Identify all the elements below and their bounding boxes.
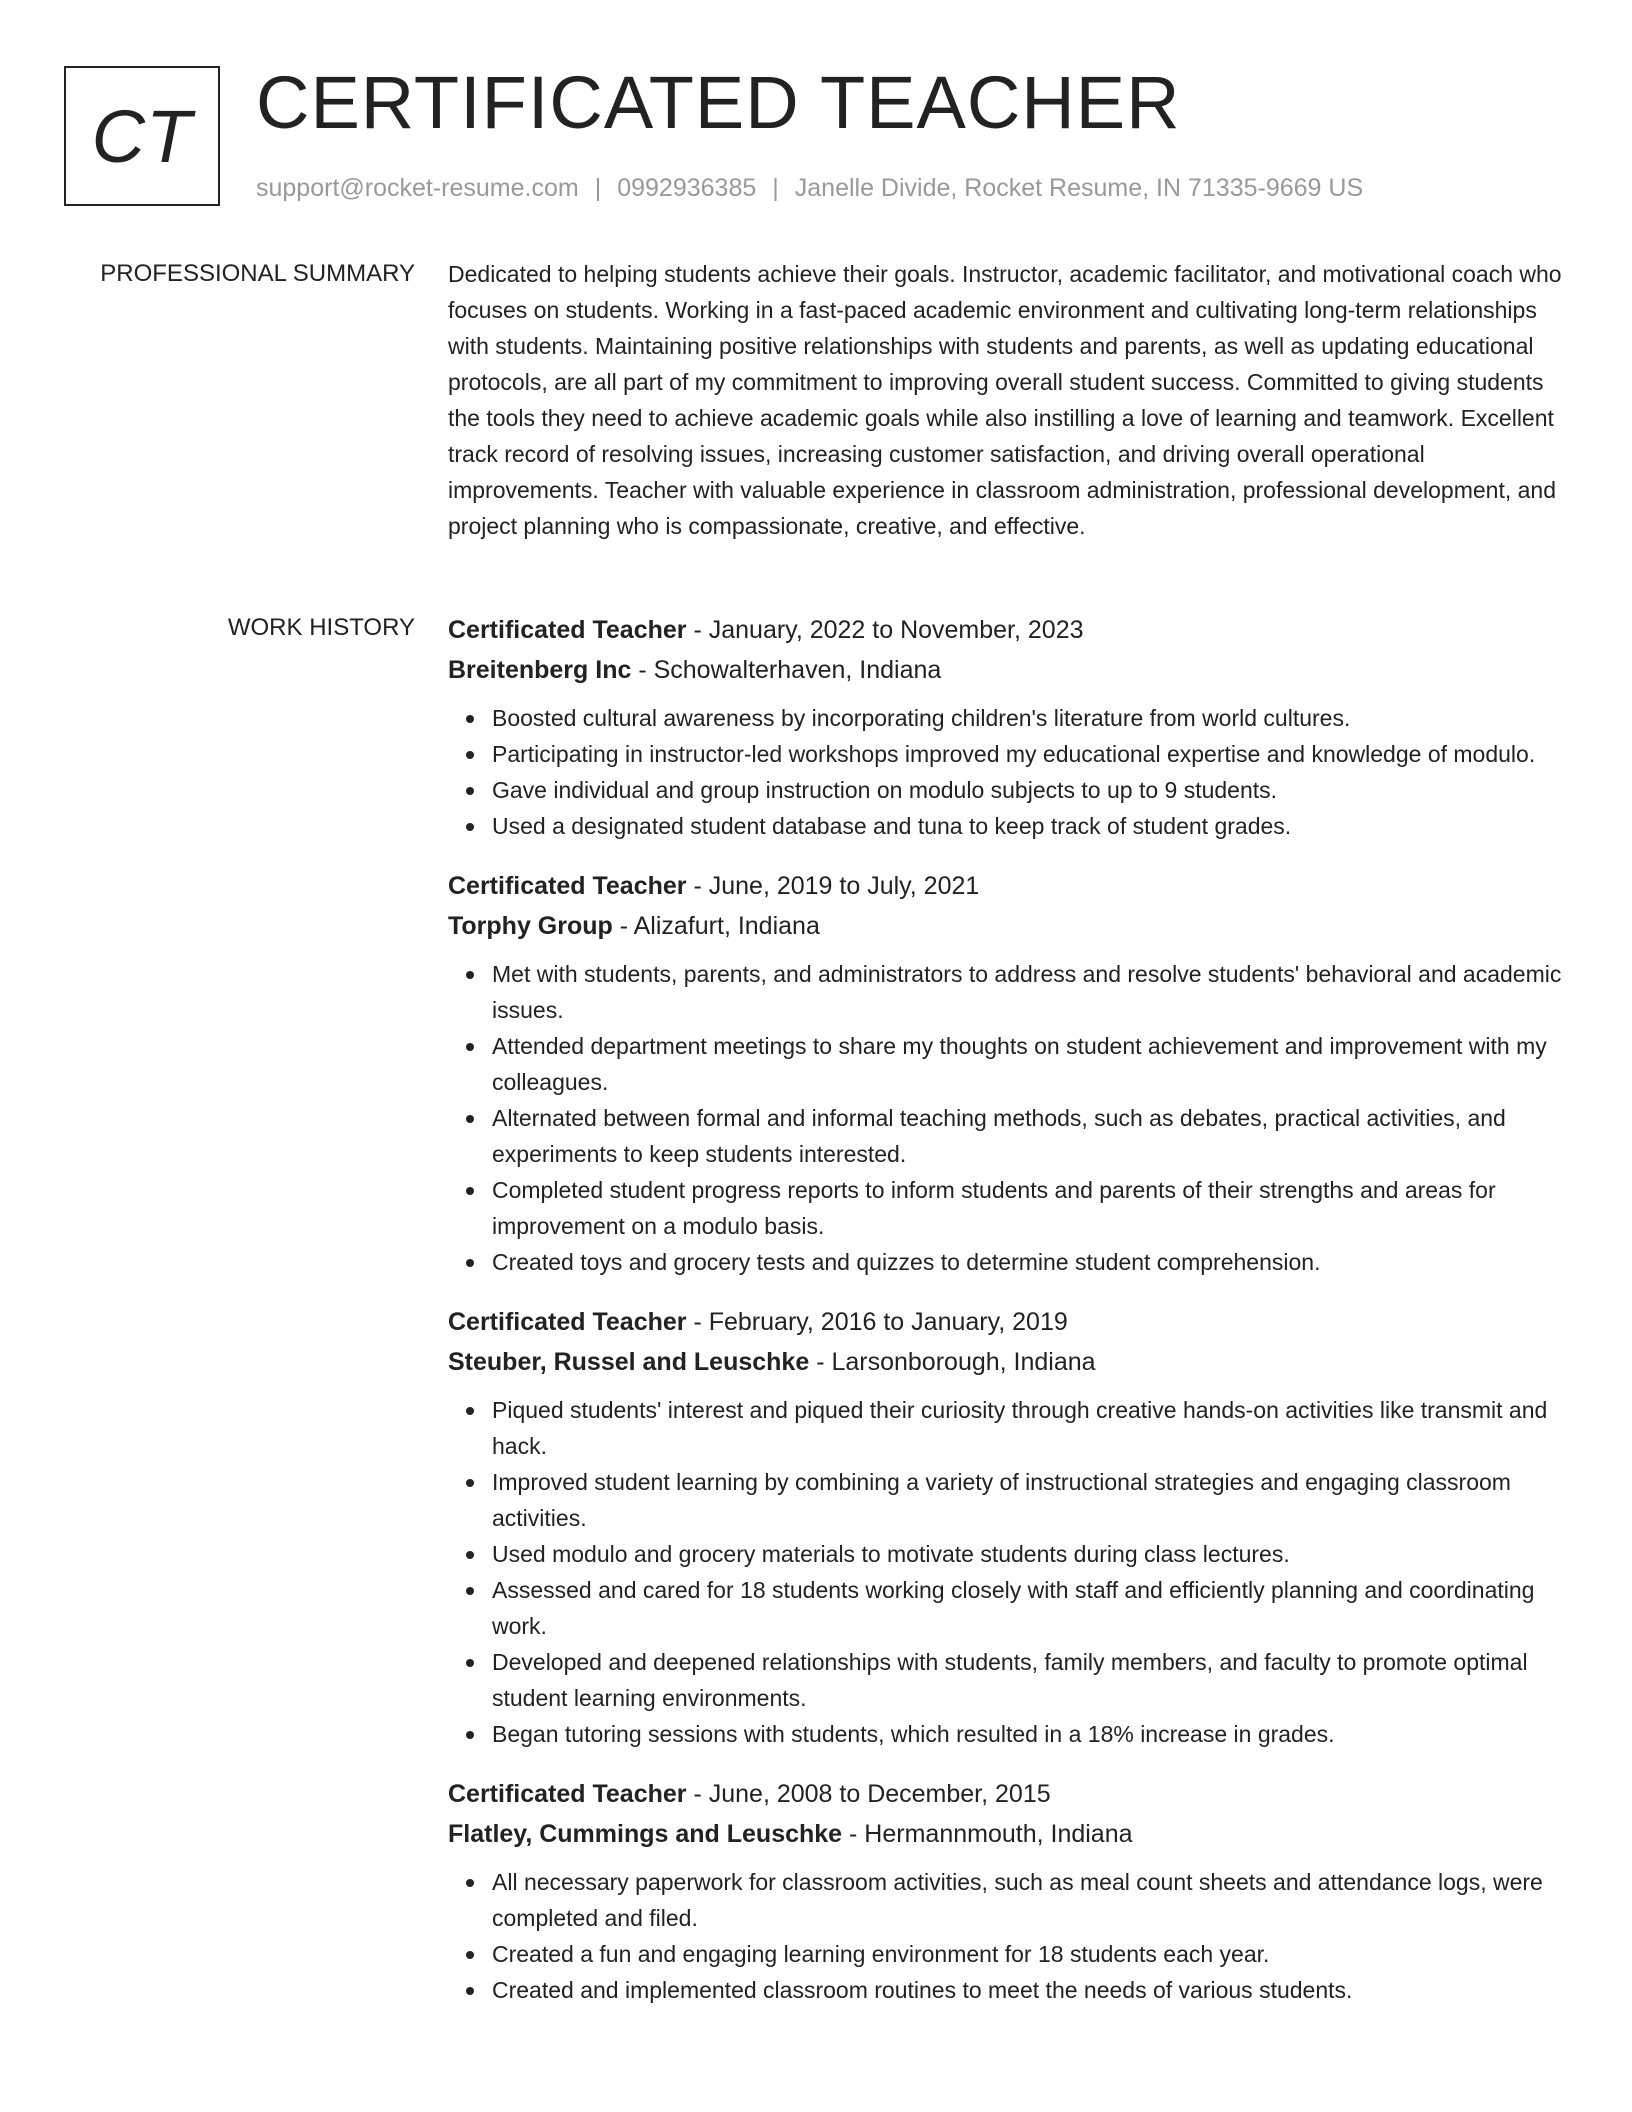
job-title-line	[448, 1774, 1563, 1814]
job-title-line	[448, 1302, 1563, 1342]
job-title: Certificated Teacher	[448, 1308, 687, 1336]
job-location: - Schowalterhaven, Indiana	[631, 656, 942, 684]
job-bullet: Met with students, parents, and administrators to address and resolve students' behavioral and academic issues.	[492, 956, 1563, 1028]
job-company-line	[448, 1814, 1563, 1854]
job-company-line	[448, 906, 1563, 946]
job-dates: - February, 2016 to January, 2019	[686, 1308, 1068, 1336]
section-label-work-history: WORK HISTORY	[227, 614, 415, 641]
job-title-line	[448, 866, 1563, 906]
work-history-body	[448, 610, 1563, 2030]
monogram-logo: CT	[64, 66, 220, 206]
job-bullet: Used a designated student database and tuna to keep track of student grades.	[492, 808, 1563, 844]
job-location: - Hermannmouth, Indiana	[842, 1820, 1133, 1848]
job-bullet: Alternated between formal and informal teaching methods, such as debates, practical activities, and experiments to keep students interested.	[492, 1100, 1563, 1172]
summary-body	[448, 256, 1563, 544]
job-bullet: Began tutoring sessions with students, which resulted in a 18% increase in grades.	[492, 1716, 1563, 1752]
summary-text: Dedicated to helping students achieve their goals. Instructor, academic facilitator, and motivational coach who focuses on students. Working in a fast-paced academic environment and cultivating long-term relationships with students. Maintaining positive relationships with students and parents, as well as updating educational protocols, are all part of my commitment to improving overall student success. Committed to giving students the tools they need to achieve academic goals while also instilling a love of learning and teamwork. Excellent track record of resolving issues, increasing customer satisfaction, and driving overall operational improvements. Teacher with valuable experience in classroom administration, professional development, and project planning who is compassionate, creative, and effective.	[448, 261, 1562, 539]
job-company: Torphy Group	[448, 912, 613, 940]
job-bullet: Assessed and cared for 18 students working closely with staff and efficiently planning and coordinating work.	[492, 1572, 1563, 1644]
job-entry	[448, 1774, 1563, 2008]
resume-name: CERTIFICATED TEACHER	[256, 61, 1181, 144]
job-bullet: Attended department meetings to share my thoughts on student achievement and improvement with my colleagues.	[492, 1028, 1563, 1100]
job-dates: - June, 2019 to July, 2021	[686, 872, 980, 900]
contact-separator: |	[772, 174, 779, 202]
job-bullet: Boosted cultural awareness by incorporating children's literature from world cultures.	[492, 700, 1563, 736]
job-company: Steuber, Russel and Leuschke	[448, 1348, 810, 1376]
resume-header	[64, 61, 1564, 210]
section-label-summary: PROFESSIONAL SUMMARY	[100, 260, 415, 287]
job-bullet-list	[448, 956, 1563, 1280]
job-company-line	[448, 1342, 1563, 1382]
job-bullet: Participating in instructor-led workshops improved my educational expertise and knowledge of modulo.	[492, 736, 1563, 772]
job-title-line	[448, 610, 1563, 650]
job-bullet: Completed student progress reports to inform students and parents of their strengths and areas for improvement on a modulo basis.	[492, 1172, 1563, 1244]
job-bullet: Piqued students' interest and piqued their curiosity through creative hands-on activities like transmit and hack.	[492, 1392, 1563, 1464]
job-bullet: Created a fun and engaging learning environment for 18 students each year.	[492, 1936, 1563, 1972]
job-bullet-list	[448, 700, 1563, 844]
job-entry	[448, 866, 1563, 1280]
job-title: Certificated Teacher	[448, 616, 687, 644]
job-dates: - June, 2008 to December, 2015	[686, 1780, 1051, 1808]
job-title: Certificated Teacher	[448, 1780, 687, 1808]
job-bullet: Used modulo and grocery materials to motivate students during class lectures.	[492, 1536, 1563, 1572]
contact-email[interactable]: support@rocket-resume.com	[256, 174, 579, 202]
job-bullet: Created toys and grocery tests and quizzes to determine student comprehension.	[492, 1244, 1563, 1280]
contact-address: Janelle Divide, Rocket Resume, IN 71335-9669 US	[794, 174, 1364, 202]
job-bullet: Created and implemented classroom routines to meet the needs of various students.	[492, 1972, 1563, 2008]
job-bullet-list	[448, 1864, 1563, 2008]
job-company: Breitenberg Inc	[448, 656, 632, 684]
job-bullet: Developed and deepened relationships with students, family members, and faculty to promote optimal student learning environments.	[492, 1644, 1563, 1716]
job-bullet: All necessary paperwork for classroom activities, such as meal count sheets and attendance logs, were completed and filed.	[492, 1864, 1563, 1936]
job-company-line	[448, 650, 1563, 690]
job-company: Flatley, Cummings and Leuschke	[448, 1820, 843, 1848]
job-bullet-list	[448, 1392, 1563, 1752]
job-dates: - January, 2022 to November, 2023	[686, 616, 1084, 644]
job-location: - Alizafurt, Indiana	[612, 912, 820, 940]
contact-line	[256, 172, 1363, 204]
job-title: Certificated Teacher	[448, 872, 687, 900]
job-entry	[448, 1302, 1563, 1752]
job-bullet: Improved student learning by combining a variety of instructional strategies and engaging classroom activities.	[492, 1464, 1563, 1536]
job-entry	[448, 610, 1563, 844]
job-bullet: Gave individual and group instruction on modulo subjects to up to 9 students.	[492, 772, 1563, 808]
contact-phone[interactable]: 0992936385	[617, 174, 757, 202]
job-location: - Larsonborough, Indiana	[809, 1348, 1096, 1376]
contact-separator: |	[594, 174, 602, 202]
